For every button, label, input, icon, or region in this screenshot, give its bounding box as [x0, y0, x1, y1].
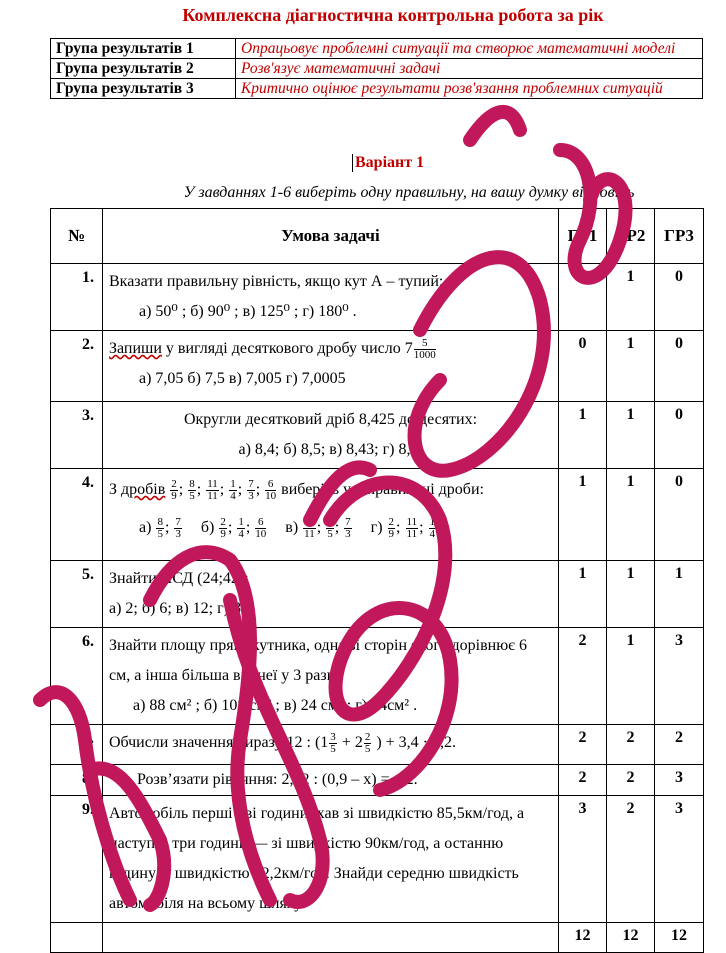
totals-row: [51, 923, 704, 953]
total-gr2: 12: [607, 923, 655, 953]
score-gr3: 3: [655, 765, 704, 796]
score-gr3: 0: [655, 264, 704, 331]
task-number: 4.: [51, 469, 103, 561]
score-gr1: 1: [559, 561, 607, 628]
fraction: $\frac{1}{4}$: [429, 515, 436, 540]
task-number: 1.: [51, 264, 103, 331]
tasks-table: [50, 208, 704, 953]
task-condition: [103, 402, 559, 469]
header-num: №: [51, 209, 103, 264]
task-number: 6.: [51, 628, 103, 725]
task-row: [51, 469, 704, 561]
score-gr2: 2: [607, 765, 655, 796]
option: г) $\frac{2}{9}$ ; $\frac{11}{11}$ ; $\frac{1}{4}$: [370, 515, 436, 540]
fraction: $\frac{7}{3}$: [248, 477, 254, 502]
task-condition: [103, 796, 559, 923]
group-row: [51, 39, 703, 59]
score-gr2: 1: [607, 402, 655, 469]
score-gr3: 2: [655, 725, 704, 765]
instruction-text: У завданнях 1-6 виберіть одну правильну, на вашу думку відповідь: [183, 184, 635, 201]
group-description: Критично оцінює результати розв'язання проблемних ситуацій: [236, 79, 703, 99]
task-condition: [103, 469, 559, 561]
score-gr1: 0: [559, 264, 607, 331]
score-gr2: 2: [607, 796, 655, 923]
header-gr2: ГР2: [607, 209, 655, 264]
variant-label: Варіант 1: [352, 154, 424, 172]
score-gr2: 1: [607, 264, 655, 331]
score-gr1: 2: [559, 725, 607, 765]
total-gr1: 12: [559, 923, 607, 953]
score-gr1: 3: [559, 796, 607, 923]
scribble-stroke: [470, 112, 520, 140]
page-title: Комплексна діагностична контрольна робота за рік: [182, 5, 604, 25]
option: б) $\frac{2}{9}$ ; $\frac{1}{4}$ ; $\frac{6}{10}$: [200, 515, 267, 540]
fraction: $\frac{5}{1000}$: [413, 336, 436, 361]
fraction: $\frac{11}{11}$: [406, 515, 418, 540]
fraction: $\frac{11}{11}$: [207, 477, 218, 502]
score-gr2: 1: [607, 469, 655, 561]
header-row: [51, 209, 704, 264]
group-row: [51, 79, 703, 99]
score-gr1: 1: [559, 402, 607, 469]
fraction: $\frac{8}{5}$: [189, 477, 195, 502]
task-number: 2.: [51, 331, 103, 402]
fraction: $\frac{2}{9}$: [220, 515, 226, 540]
task-row: [51, 402, 704, 469]
task-number: 9.: [51, 796, 103, 923]
task-text: Знайти площу прямокутника, одна зі сторін якого дорівнює 6 см, а інша більша від неї у 3 рази:: [109, 637, 528, 684]
task-condition: [103, 264, 559, 331]
option: в) $\frac{11}{11}$ ; $\frac{8}{5}$ ; $\frac{7}{3}$: [285, 515, 351, 540]
score-gr3: 3: [655, 628, 704, 725]
task-condition: [103, 561, 559, 628]
task-options: [109, 508, 552, 548]
score-gr3: 0: [655, 331, 704, 402]
task-text: Обчисли значення виразу 12 : (1 $\frac{3}{5}$ + 2 $\frac{2}{5}$ ) + 3,4 · 1,2.: [109, 730, 457, 755]
total-gr3: 12: [655, 923, 704, 953]
fraction: $\frac{6}{10}$: [255, 515, 267, 540]
task-options: а) 88 см² ; б) 108 см² ; в) 24 см² ; г) 54см² .: [133, 697, 418, 714]
fraction: $\frac{1}{4}$: [230, 477, 236, 502]
task-condition: [103, 765, 559, 796]
group-row: [51, 59, 703, 79]
fraction: $\frac{2}{5}$: [364, 730, 371, 755]
task-options: а) 7,05 б) 7,5 в) 7,005 г) 7,0005: [139, 370, 346, 387]
task-number: 8.: [51, 765, 103, 796]
task-row: [51, 765, 704, 796]
option: а) $\frac{8}{5}$ ; $\frac{7}{3}$: [139, 515, 181, 540]
task-row: [51, 561, 704, 628]
task-condition: [103, 628, 559, 725]
task-row: [51, 264, 704, 331]
totals-empty-cell: [103, 923, 559, 953]
score-gr2: 1: [607, 561, 655, 628]
task-text: Округли десятковий дріб 8,425 до десятих:: [183, 411, 478, 428]
task-row: [51, 725, 704, 765]
header-gr1: ГР1: [559, 209, 607, 264]
group-description: Розв'язує математичні задачі: [236, 59, 703, 79]
fraction: $\frac{8}{5}$: [327, 515, 333, 540]
task-text: Знайти НСД (24;42):: [109, 570, 249, 587]
task-condition: [103, 725, 559, 765]
task-condition: [103, 331, 559, 402]
header-gr3: ГР3: [655, 209, 704, 264]
score-gr2: 1: [607, 628, 655, 725]
score-gr3: 1: [655, 561, 704, 628]
fraction: $\frac{7}{3}$: [345, 515, 351, 540]
task-text: [109, 334, 552, 364]
task-number: 3.: [51, 402, 103, 469]
score-gr2: 2: [607, 725, 655, 765]
task-options: а) 8,4; б) 8,5; в) 8,43; г) 8,0.: [238, 441, 423, 458]
score-gr3: 0: [655, 402, 704, 469]
fraction: $\frac{6}{10}$: [265, 477, 277, 502]
fraction: $\frac{2}{9}$: [388, 515, 395, 540]
score-gr1: 2: [559, 628, 607, 725]
fraction: $\frac{7}{3}$: [175, 515, 181, 540]
group-name: Група результатів 3: [51, 79, 236, 99]
score-gr1: 1: [559, 469, 607, 561]
task-options: а) 50⁰ ; б) 90⁰ ; в) 125⁰ ; г) 180⁰ .: [139, 303, 357, 320]
task-row: [51, 628, 704, 725]
score-gr2: 1: [607, 331, 655, 402]
task-row: [51, 796, 704, 923]
task-row: [51, 331, 704, 402]
task-text: Розв’язати рівняння: 2,52 : (0,9 – x) = 4,2.: [137, 771, 418, 788]
task-number: 7.: [51, 725, 103, 765]
header-condition: Умова задачі: [103, 209, 559, 264]
totals-empty-cell: [51, 923, 103, 953]
group-name: Група результатів 2: [51, 59, 236, 79]
task-number: 5.: [51, 561, 103, 628]
task-text: З дробів $\frac{2}{9}$ ; $\frac{8}{5}$ ; $\frac{11}{11}$ ; $\frac{1}{4}$ ; $\frac{7}{3}$ ; $\frac{6}{10}$ виберіть усі правильні дроби:: [109, 477, 484, 502]
score-gr1: 2: [559, 765, 607, 796]
task-text: Вказати правильну рівність, якщо кут А – тупий:: [109, 273, 444, 290]
score-gr3: 0: [655, 469, 704, 561]
score-gr1: 0: [559, 331, 607, 402]
fraction: $\frac{8}{5}$: [157, 515, 163, 540]
results-groups-table: [50, 38, 703, 99]
group-name: Група результатів 1: [51, 39, 236, 59]
task-options: а) 2; б) 6; в) 12; г) 8: [109, 600, 242, 617]
group-description: Опрацьовує проблемні ситуації та створює математичні моделі: [236, 39, 703, 59]
fraction: $\frac{3}{5}$: [330, 730, 336, 755]
score-gr3: 3: [655, 796, 704, 923]
task-text-rest: у вигляді десяткового дробу число 7: [161, 340, 413, 357]
fraction: $\frac{1}{4}$: [238, 515, 244, 540]
fraction: $\frac{2}{9}$: [171, 477, 177, 502]
task-text-word: Запиши: [109, 340, 162, 357]
task-text-word: дробів: [121, 481, 166, 498]
fraction-list: $\frac{2}{9}$ ; $\frac{8}{5}$ ; $\frac{11}{11}$ ; $\frac{1}{4}$ ; $\frac{7}{3}$ ; $\frac{6}{10}$: [171, 477, 277, 502]
task-text: Автомобіль перші дві години їхав зі швидкістю 85,5км/год, а наступні три години — зі швидкістю 90км/год, а останню годину зі швидкістю 82,2км/год. Знайди середню швидкість автомобіля на всьому шляху.: [109, 805, 525, 912]
fraction: $\frac{11}{11}$: [304, 515, 315, 540]
